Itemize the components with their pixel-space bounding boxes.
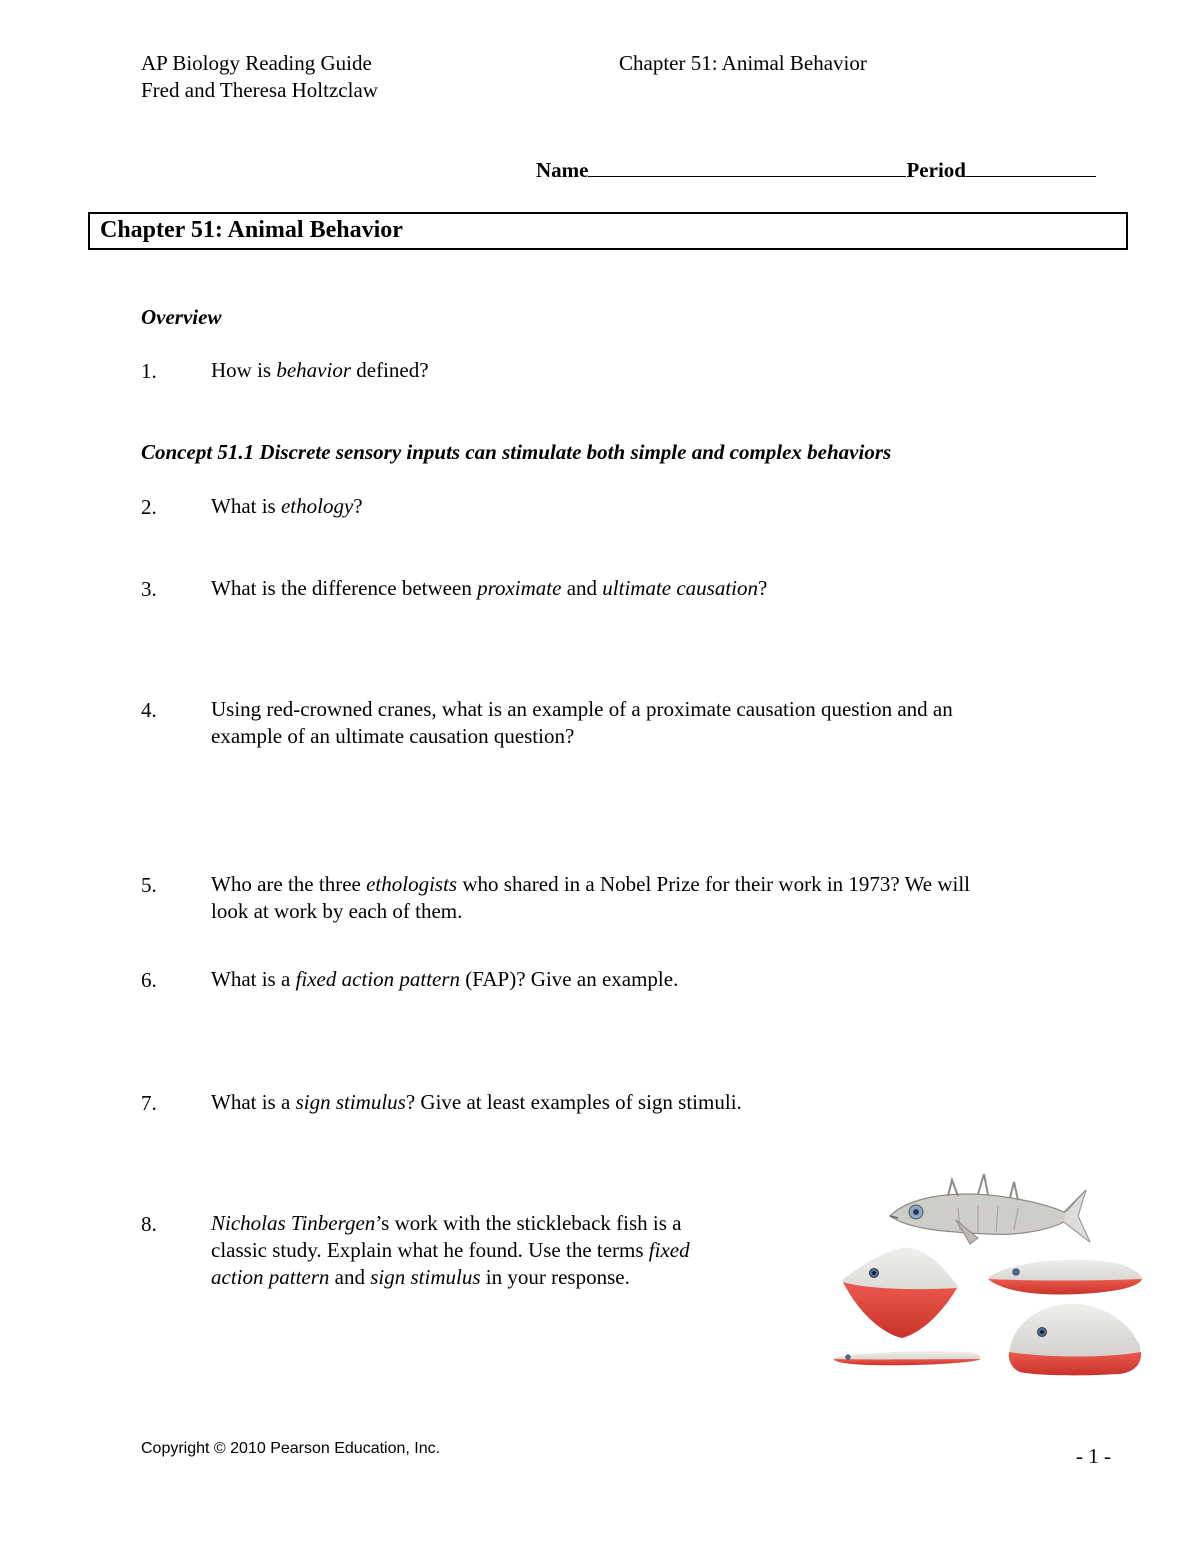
model-diamond — [842, 1248, 958, 1338]
model-thin — [834, 1351, 981, 1365]
section-overview: Overview — [141, 305, 222, 329]
model-elongated — [988, 1260, 1142, 1295]
question-number: 5. — [141, 873, 157, 897]
question-7: What is a sign stimulus? Give at least examples of sign stimuli. — [211, 1090, 742, 1114]
period-label: Period — [906, 158, 966, 182]
question-4: Using red-crowned cranes, what is an example of a proximate causation question and an example of an ultimate causation question? — [211, 697, 953, 748]
question-number: 1. — [141, 359, 157, 383]
copyright: Copyright © 2010 Pearson Education, Inc. — [141, 1440, 441, 1457]
question-number: 4. — [141, 698, 157, 722]
page-number: - 1 - — [1076, 1444, 1111, 1468]
chapter-label: Chapter 51: Animal Behavior — [619, 51, 867, 75]
question-3: What is the difference between proximate and ultimate causation? — [211, 576, 768, 600]
question-number: 8. — [141, 1212, 157, 1236]
authors: Fred and Theresa Holtzclaw — [141, 78, 378, 102]
question-5: Who are the three ethologists who shared in a Nobel Prize for their work in 1973? We will look at work by each of them. — [211, 872, 970, 923]
question-6: What is a fixed action pattern (FAP)? Give an example. — [211, 967, 679, 991]
question-number: 7. — [141, 1091, 157, 1115]
question-2: What is ethology? — [211, 494, 363, 518]
guide-title: AP Biology Reading Guide — [141, 51, 372, 75]
question-8: Nicholas Tinbergen’s work with the stickleback fish is a classic study. Explain what he found. Use the terms fixed action pattern and sign stimulus in your response. — [211, 1211, 690, 1289]
stickleback-models-figure — [828, 1168, 1154, 1380]
stickleback-fish-realistic — [890, 1174, 1090, 1244]
name-label: Name — [536, 158, 589, 182]
question-number: 3. — [141, 577, 157, 601]
chapter-title: Chapter 51: Animal Behavior — [100, 217, 403, 243]
chapter-title-box — [88, 212, 1128, 250]
question-number: 2. — [141, 495, 157, 519]
question-1: How is behavior defined? — [211, 358, 429, 382]
period-field[interactable] — [966, 158, 1096, 177]
section-concept-51-1: Concept 51.1 Discrete sensory inputs can stimulate both simple and complex behaviors — [141, 440, 892, 464]
question-number: 6. — [141, 968, 157, 992]
name-field[interactable] — [588, 158, 906, 177]
name-period-line — [536, 158, 1096, 183]
model-rounded — [1009, 1304, 1141, 1375]
